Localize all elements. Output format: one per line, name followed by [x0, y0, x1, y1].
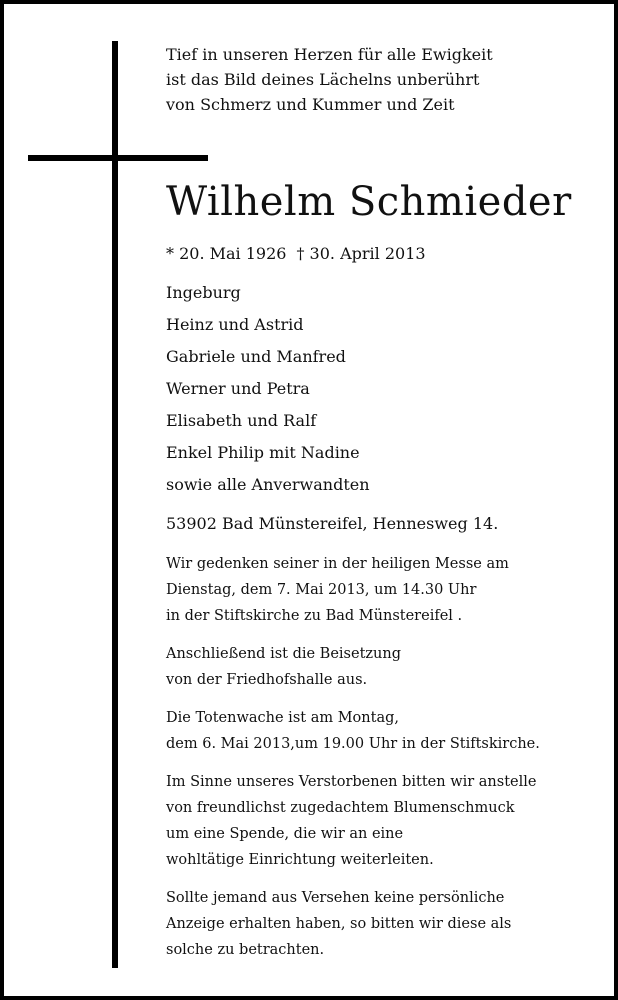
notification-notice	[166, 885, 596, 963]
life-dates	[166, 243, 596, 265]
poem-line: von Schmerz und Kummer und Zeit	[166, 95, 455, 114]
family-address: 53902 Bad Münstereifel, Hennesweg 14.	[166, 514, 499, 533]
birth-date: * 20. Mai 1926	[166, 244, 287, 263]
text-line: von freundlichst zugedachtem Blumenschmuck	[166, 800, 515, 816]
text-line: um eine Spende, die wir an eine	[166, 826, 404, 842]
cross-vertical-bar	[112, 41, 118, 968]
obituary-content	[166, 42, 596, 963]
mourner-item: Elisabeth und Ralf	[166, 411, 317, 430]
mourner-item: Enkel Philip mit Nadine	[166, 443, 360, 462]
mass-notice	[166, 551, 596, 629]
mourner-item: Heinz und Astrid	[166, 315, 304, 334]
wake-notice	[166, 705, 596, 757]
text-line: solche zu betrachten.	[166, 942, 325, 958]
mourner-item: Gabriele und Manfred	[166, 347, 346, 366]
mourner-item: Werner und Petra	[166, 379, 310, 398]
deceased-name: Wilhelm Schmieder	[166, 179, 572, 225]
memorial-poem	[166, 42, 596, 117]
poem-line: Tief in unseren Herzen für alle Ewigkeit	[166, 45, 493, 64]
mourner-item: Ingeburg	[166, 283, 241, 302]
text-line: in der Stiftskirche zu Bad Münstereifel .	[166, 608, 463, 624]
death-date: † 30. April 2013	[296, 244, 426, 263]
donation-notice	[166, 769, 596, 873]
text-line: Wir gedenken seiner in der heiligen Messe am	[166, 556, 509, 572]
text-line: Anzeige erhalten haben, so bitten wir diese als	[166, 916, 512, 932]
mourners-list	[166, 277, 596, 501]
text-line: wohltätige Einrichtung weiterleiten.	[166, 852, 434, 868]
text-line: von der Friedhofshalle aus.	[166, 672, 368, 688]
text-line: Im Sinne unseres Verstorbenen bitten wir anstelle	[166, 774, 537, 790]
text-line: dem 6. Mai 2013,um 19.00 Uhr in der Stiftskirche.	[166, 736, 540, 752]
poem-line: ist das Bild deines Lächelns unberührt	[166, 70, 480, 89]
text-line: Die Totenwache ist am Montag,	[166, 710, 399, 726]
text-line: Sollte jemand aus Versehen keine persönliche	[166, 890, 505, 906]
text-line: Anschließend ist die Beisetzung	[166, 646, 402, 662]
text-line: Dienstag, dem 7. Mai 2013, um 14.30 Uhr	[166, 582, 477, 598]
burial-notice	[166, 641, 596, 693]
mourner-item: sowie alle Anverwandten	[166, 475, 370, 494]
